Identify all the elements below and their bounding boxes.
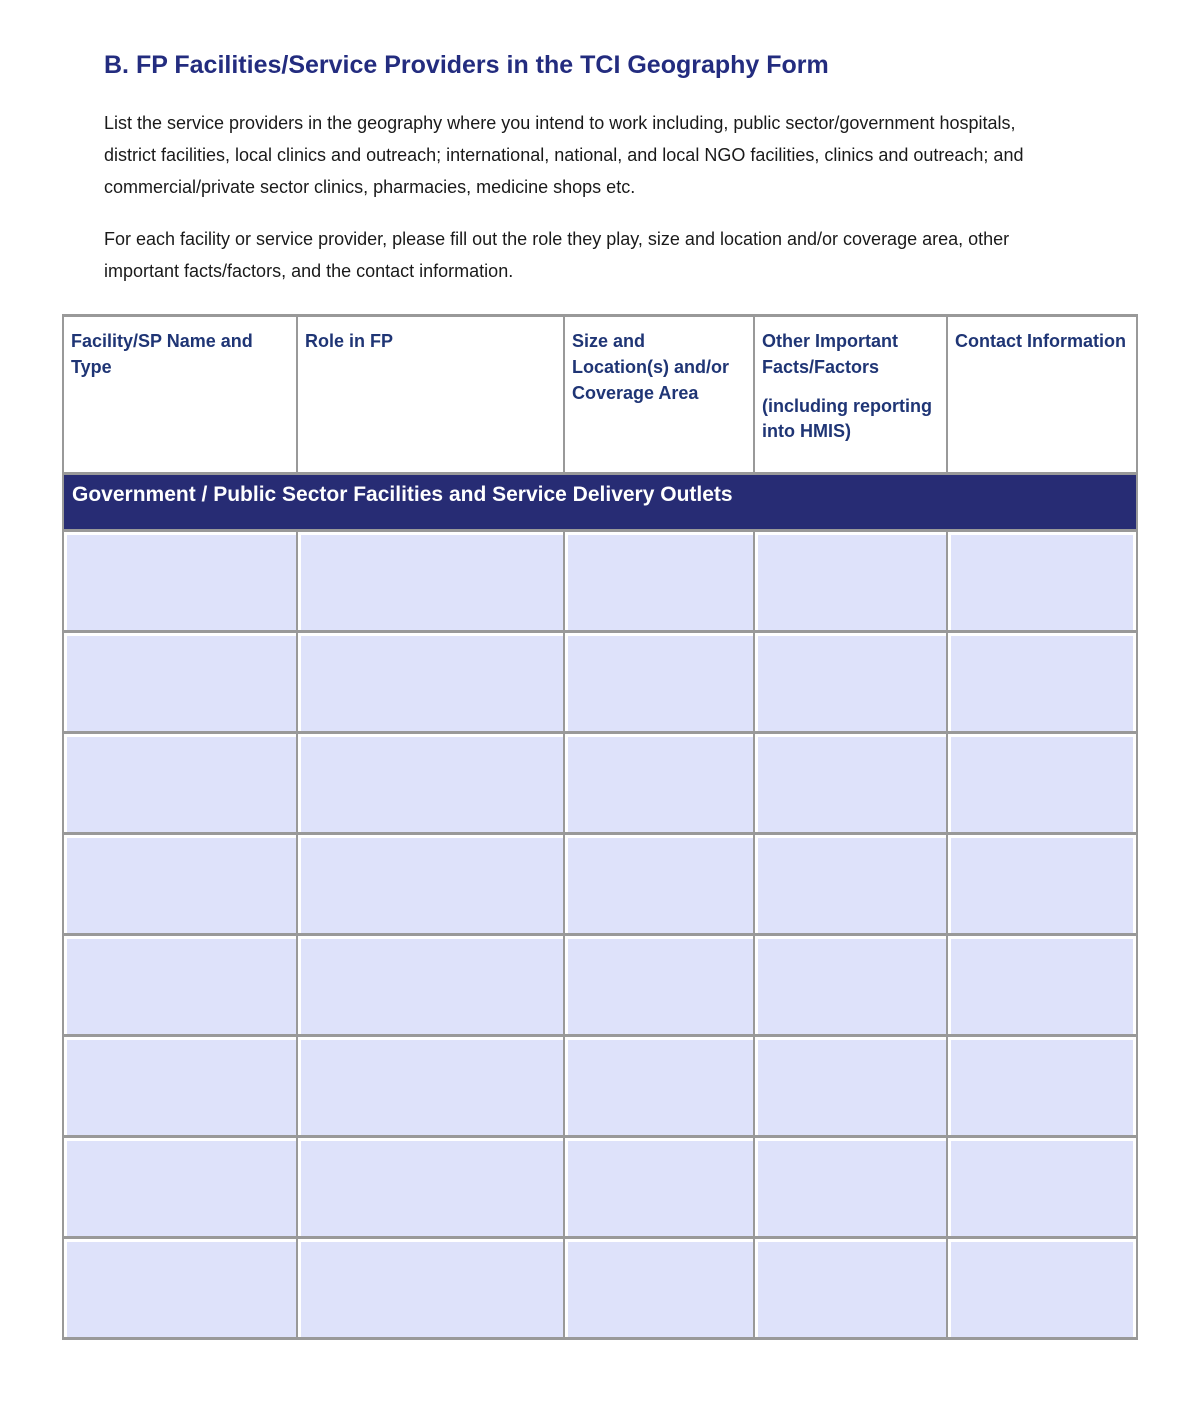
empty-fill-in-cell[interactable] (947, 834, 1137, 935)
empty-fill-in-cell[interactable] (297, 834, 564, 935)
column-header-label: Role in FP (305, 331, 394, 352)
empty-fill-in-cell[interactable] (947, 935, 1137, 1036)
empty-fill-in-cell[interactable] (564, 531, 754, 632)
empty-fill-in-cell[interactable] (947, 1137, 1137, 1238)
empty-fill-in-cell[interactable] (754, 531, 947, 632)
column-header-contact-information (947, 316, 1137, 474)
section-header-government-public-sector: Government / Public Sector Facilities and Service Delivery Outlets (63, 474, 1137, 531)
empty-fill-in-cell[interactable] (947, 733, 1137, 834)
empty-fill-in-cell[interactable] (564, 935, 754, 1036)
empty-fill-in-cell[interactable] (564, 1238, 754, 1339)
instructions-paragraph: For each facility or service provider, please fill out the role they play, size and location and/or coverage area, other important facts/factors, and the contact information. (104, 229, 1010, 282)
page-title: B. FP Facilities/Service Providers in the TCI Geography Form (104, 51, 829, 79)
table-header-row (63, 316, 1137, 474)
empty-fill-in-cell[interactable] (63, 834, 297, 935)
empty-fill-in-cell[interactable] (63, 531, 297, 632)
empty-fill-in-cell[interactable] (297, 1036, 564, 1137)
empty-fill-in-cell[interactable] (564, 834, 754, 935)
column-header-label: Contact Information (955, 331, 1126, 352)
empty-fill-in-cell[interactable] (297, 632, 564, 733)
table-row (63, 1036, 1137, 1137)
table-row (63, 1238, 1137, 1339)
column-header-sublabel: (including reporting into HMIS) (762, 395, 932, 442)
empty-fill-in-cell[interactable] (297, 1137, 564, 1238)
empty-fill-in-cell[interactable] (754, 935, 947, 1036)
empty-fill-in-cell[interactable] (754, 834, 947, 935)
intro-paragraph: List the service providers in the geography where you intend to work including, public sector/government hospitals, district facilities, local clinics and outreach; international, national, and local NGO facilities, clinics and outreach; and commercial/private sector clinics, pharmacies, medicine shops etc. (104, 113, 1024, 198)
empty-fill-in-cell[interactable] (63, 1137, 297, 1238)
column-header-size-location-coverage (564, 316, 754, 474)
empty-fill-in-cell[interactable] (947, 1238, 1137, 1339)
column-header-role-in-fp (297, 316, 564, 474)
column-header-label: Facility/SP Name and Type (71, 331, 253, 377)
table-row (63, 1137, 1137, 1238)
empty-fill-in-cell[interactable] (297, 935, 564, 1036)
table-row (63, 834, 1137, 935)
empty-fill-in-cell[interactable] (63, 935, 297, 1036)
empty-fill-in-cell[interactable] (564, 1036, 754, 1137)
empty-fill-in-cell[interactable] (947, 531, 1137, 632)
empty-fill-in-cell[interactable] (564, 733, 754, 834)
table-row (63, 733, 1137, 834)
empty-fill-in-cell[interactable] (754, 632, 947, 733)
empty-fill-in-cell[interactable] (564, 1137, 754, 1238)
empty-fill-in-cell[interactable] (754, 1137, 947, 1238)
facilities-table (62, 314, 1138, 1340)
column-header-label: Other Important Facts/Factors (762, 331, 899, 377)
column-header-label: Size and Location(s) and/or Coverage Area (572, 331, 729, 403)
empty-fill-in-cell[interactable] (63, 1238, 297, 1339)
empty-fill-in-cell[interactable] (947, 632, 1137, 733)
empty-fill-in-cell[interactable] (297, 531, 564, 632)
section-header-row (63, 474, 1137, 531)
empty-fill-in-cell[interactable] (297, 1238, 564, 1339)
empty-fill-in-cell[interactable] (63, 632, 297, 733)
table-body (63, 531, 1137, 1339)
table-row (63, 935, 1137, 1036)
empty-fill-in-cell[interactable] (754, 1238, 947, 1339)
empty-fill-in-cell[interactable] (564, 632, 754, 733)
empty-fill-in-cell[interactable] (63, 733, 297, 834)
column-header-other-facts-factors (754, 316, 947, 474)
empty-fill-in-cell[interactable] (754, 733, 947, 834)
table-row (63, 632, 1137, 733)
empty-fill-in-cell[interactable] (754, 1036, 947, 1137)
empty-fill-in-cell[interactable] (63, 1036, 297, 1137)
empty-fill-in-cell[interactable] (947, 1036, 1137, 1137)
table-row (63, 531, 1137, 632)
empty-fill-in-cell[interactable] (297, 733, 564, 834)
column-header-facility-name-type (63, 316, 297, 474)
